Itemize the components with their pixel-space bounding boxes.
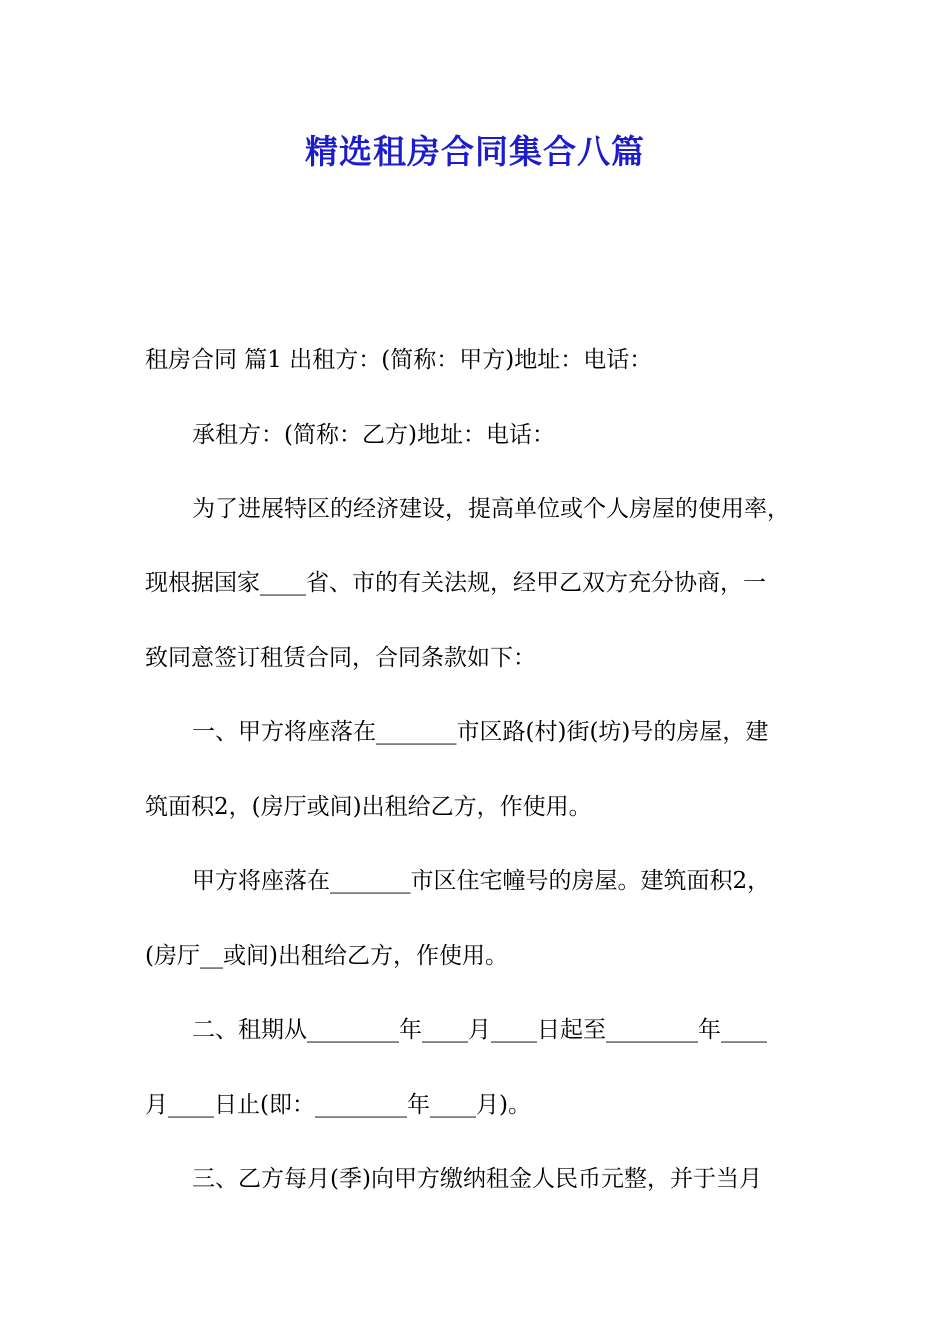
paragraph-line-8: 甲方将座落在_______市区住宅幢号的房屋。建筑面积2， xyxy=(192,868,771,894)
paragraph-line-6: 一、甲方将座落在_______市区路(村)街(坊)号的房屋，建 xyxy=(192,719,769,745)
paragraph-line-9: (房厅__或间)出租给乙方，作使用。 xyxy=(145,943,508,969)
paragraph-line-11: 月____日止(即：________年____月)。 xyxy=(145,1092,531,1118)
paragraph-line-4: 现根据国家____省、市的有关法规，经甲乙双方充分协商，一 xyxy=(145,570,766,596)
paragraph-line-7: 筑面积2，(房厅或间)出租给乙方，作使用。 xyxy=(145,794,592,820)
paragraph-line-5: 致同意签订租赁合同，合同条款如下： xyxy=(145,645,536,671)
paragraph-line-2: 承租方：(简称：乙方)地址：电话： xyxy=(192,422,555,448)
paragraph-line-10: 二、租期从________年____月____日起至________年____ xyxy=(192,1017,767,1043)
paragraph-line-1: 租房合同 篇1 出租方：(简称：甲方)地址：电话： xyxy=(145,347,653,373)
paragraph-line-3: 为了进展特区的经济建设，提高单位或个人房屋的使用率， xyxy=(192,496,790,522)
paragraph-line-12: 三、乙方每月(季)向甲方缴纳租金人民币元整，并于当月 xyxy=(192,1166,762,1192)
document-title: 精选租房合同集合八篇 xyxy=(305,132,645,171)
